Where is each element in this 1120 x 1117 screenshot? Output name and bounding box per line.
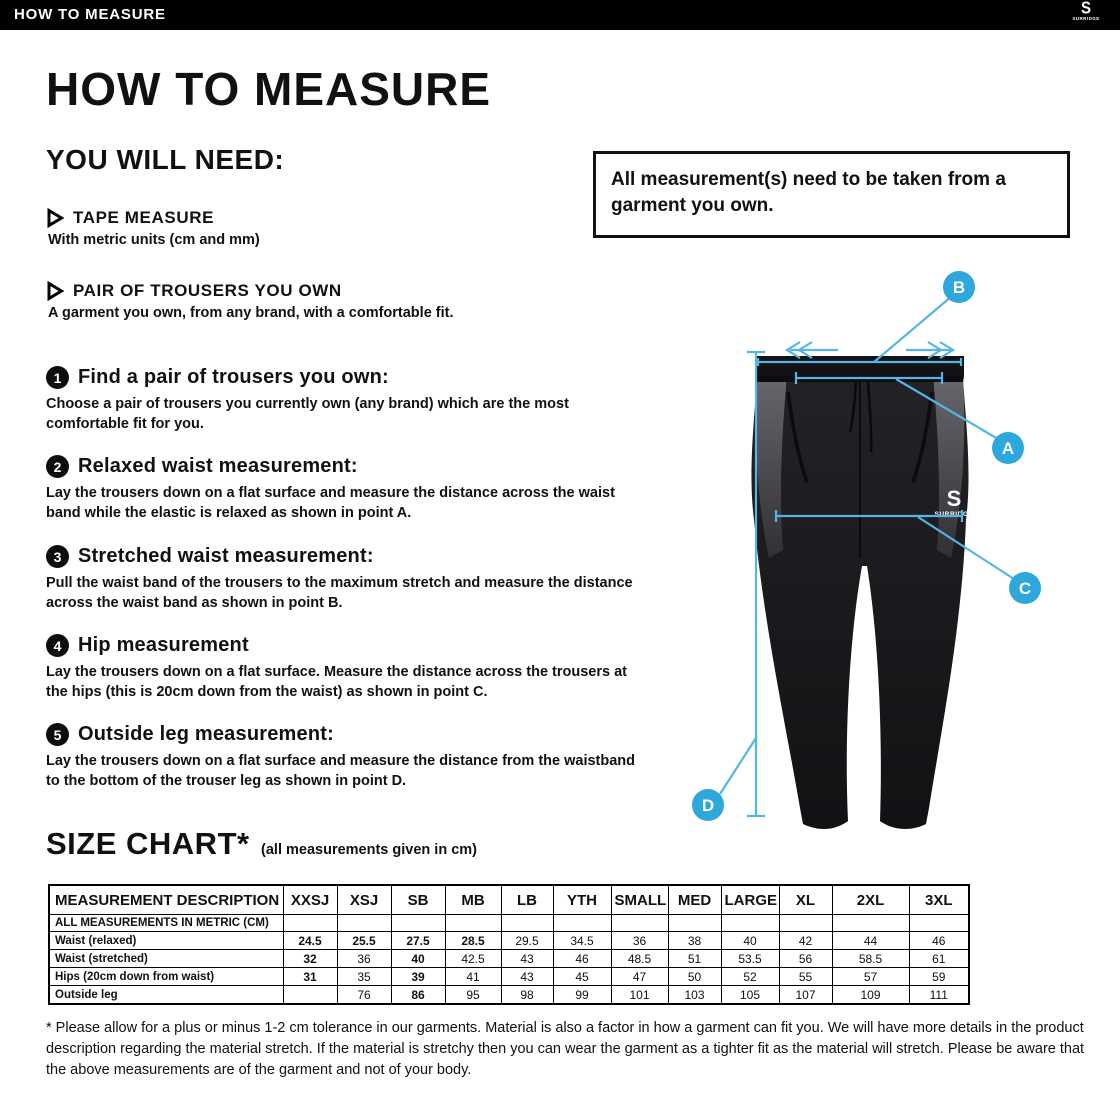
size-value-cell: 24.5 [283, 932, 337, 950]
col-header-size: LARGE [721, 885, 779, 915]
size-value-cell: 45 [553, 968, 611, 986]
size-value-cell: 46 [909, 932, 969, 950]
size-value-cell: 35 [337, 968, 391, 986]
size-value-cell: 58.5 [832, 950, 909, 968]
notice-box: All measurement(s) need to be taken from a garment you own. [593, 151, 1070, 238]
size-value-cell: 36 [337, 950, 391, 968]
size-row [49, 968, 969, 986]
size-value-cell: 34.5 [553, 932, 611, 950]
size-value-cell: 86 [391, 986, 445, 1005]
point-a-label: A [1001, 439, 1015, 458]
col-header-size: MB [445, 885, 501, 915]
col-header-size: SMALL [611, 885, 668, 915]
step-number-badge: 4 [46, 634, 69, 657]
size-value-cell: 42 [779, 932, 832, 950]
size-chart-title: SIZE CHART* [46, 826, 250, 861]
tolerance-footnote: * Please allow for a plus or minus 1-2 cm tolerance in our garments. Material is also a factor in how a garment can fit you. We will have more details in the product description regarding the material stretch. If the material is stretchy then you can wear the garment as a tighter fit as the material will stretch. Please be aware that the above measurements are of the garment and not of your body. [46, 1020, 1085, 1079]
size-value-cell: 48.5 [611, 950, 668, 968]
size-value-cell: 40 [721, 932, 779, 950]
row-label: Outside leg [49, 986, 283, 1005]
step-number-badge: 3 [46, 545, 69, 568]
need-item-trousers [46, 281, 454, 321]
size-chart-table [48, 884, 970, 1005]
size-value-cell: 29.5 [501, 932, 553, 950]
size-value-cell: 109 [832, 986, 909, 1005]
col-header-size: 3XL [909, 885, 969, 915]
step-title: Stretched waist measurement: [78, 545, 374, 567]
step-5 [46, 723, 646, 791]
size-value-cell: 105 [721, 986, 779, 1005]
need-item-note: With metric units (cm and mm) [48, 232, 260, 248]
step-description: Lay the trousers down on a flat surface and measure the distance from the waistband to the bottom of the trouser leg as shown in point D. [46, 753, 635, 789]
size-value-cell: 103 [668, 986, 721, 1005]
garment-logo-icon: S [946, 486, 962, 511]
metric-note-row: ALL MEASUREMENTS IN METRIC (CM) [49, 915, 969, 932]
size-value-cell: 46 [553, 950, 611, 968]
size-row [49, 950, 969, 968]
step-1 [46, 366, 646, 434]
step-number-badge: 2 [46, 455, 69, 478]
row-label: Waist (relaxed) [49, 932, 283, 950]
need-item-label: TAPE MEASURE [73, 208, 215, 227]
step-number-badge: 5 [46, 723, 69, 746]
size-value-cell: 38 [668, 932, 721, 950]
triangle-bullet-icon [46, 208, 64, 228]
size-value-cell: 95 [445, 986, 501, 1005]
row-label: Hips (20cm down from waist) [49, 968, 283, 986]
size-value-cell: 59 [909, 968, 969, 986]
col-header-size: MED [668, 885, 721, 915]
row-label: Waist (stretched) [49, 950, 283, 968]
page-title: HOW TO MEASURE [46, 63, 492, 115]
step-description: Lay the trousers down on a flat surface and measure the distance across the waist band while the elastic is relaxed as shown in point A. [46, 485, 615, 521]
step-4 [46, 634, 646, 702]
size-value-cell: 47 [611, 968, 668, 986]
top-bar-title: HOW TO MEASURE [14, 6, 166, 23]
step-3 [46, 545, 646, 613]
size-chart-header-row [49, 885, 969, 915]
size-value-cell: 25.5 [337, 932, 391, 950]
step-title: Relaxed waist measurement: [78, 455, 358, 477]
size-value-cell: 99 [553, 986, 611, 1005]
size-value-cell [283, 986, 337, 1005]
step-description: Pull the waist band of the trousers to the maximum stretch and measure the distance across the waist band as shown in point B. [46, 575, 633, 611]
point-d-label: D [701, 796, 715, 815]
size-value-cell: 27.5 [391, 932, 445, 950]
size-chart-body [49, 915, 969, 1005]
step-title: Find a pair of trousers you own: [78, 366, 389, 388]
size-value-cell: 51 [668, 950, 721, 968]
col-header-size: XSJ [337, 885, 391, 915]
col-header-size: YTH [553, 885, 611, 915]
garment-logo-text: SURRIDGE [934, 511, 974, 518]
size-value-cell: 31 [283, 968, 337, 986]
size-value-cell: 28.5 [445, 932, 501, 950]
size-value-cell: 43 [501, 950, 553, 968]
step-number-badge: 1 [46, 366, 69, 389]
size-value-cell: 41 [445, 968, 501, 986]
size-value-cell: 55 [779, 968, 832, 986]
need-item-note: A garment you own, from any brand, with a comfortable fit. [48, 305, 454, 321]
size-value-cell: 42.5 [445, 950, 501, 968]
size-value-cell: 57 [832, 968, 909, 986]
col-header-description: MEASUREMENT DESCRIPTION [49, 885, 283, 915]
col-header-size: XXSJ [283, 885, 337, 915]
size-value-cell: 107 [779, 986, 832, 1005]
step-2 [46, 455, 646, 523]
step-description: Lay the trousers down on a flat surface. Measure the distance across the trousers at the hips (this is 20cm down from the waist) as shown in point C. [46, 664, 627, 700]
size-value-cell: 111 [909, 986, 969, 1005]
size-value-cell: 40 [391, 950, 445, 968]
size-value-cell: 32 [283, 950, 337, 968]
step-title: Hip measurement [78, 634, 249, 656]
size-value-cell: 39 [391, 968, 445, 986]
size-row [49, 986, 969, 1005]
point-c-label: C [1018, 579, 1032, 598]
col-header-size: 2XL [832, 885, 909, 915]
size-value-cell: 43 [501, 968, 553, 986]
brand-logo-word: SURRIDGE [1072, 16, 1100, 21]
col-header-size: SB [391, 885, 445, 915]
step-title: Outside leg measurement: [78, 723, 334, 745]
brand-logo-icon: S [1080, 0, 1091, 19]
brand-logo [1064, 1, 1108, 22]
size-value-cell: 44 [832, 932, 909, 950]
top-bar [0, 0, 1120, 30]
size-value-cell: 61 [909, 950, 969, 968]
size-value-cell: 52 [721, 968, 779, 986]
need-item-label: PAIR OF TROUSERS YOU OWN [73, 281, 342, 300]
size-value-cell: 56 [779, 950, 832, 968]
col-header-size: XL [779, 885, 832, 915]
size-row [49, 932, 969, 950]
trousers-measurement-diagram [690, 258, 1090, 843]
point-b-label: B [952, 278, 966, 297]
size-value-cell: 36 [611, 932, 668, 950]
trousers-image [751, 356, 973, 829]
you-will-need-heading: YOU WILL NEED: [46, 144, 285, 175]
size-chart-heading [46, 826, 477, 862]
size-value-cell: 76 [337, 986, 391, 1005]
triangle-bullet-icon [46, 281, 64, 301]
need-item-tape-measure [46, 208, 260, 248]
size-value-cell: 101 [611, 986, 668, 1005]
size-value-cell: 50 [668, 968, 721, 986]
step-description: Choose a pair of trousers you currently own (any brand) which are the most comfortable fit for you. [46, 396, 569, 432]
size-value-cell: 53.5 [721, 950, 779, 968]
size-value-cell: 98 [501, 986, 553, 1005]
size-chart-subtitle: (all measurements given in cm) [261, 842, 477, 858]
col-header-size: LB [501, 885, 553, 915]
